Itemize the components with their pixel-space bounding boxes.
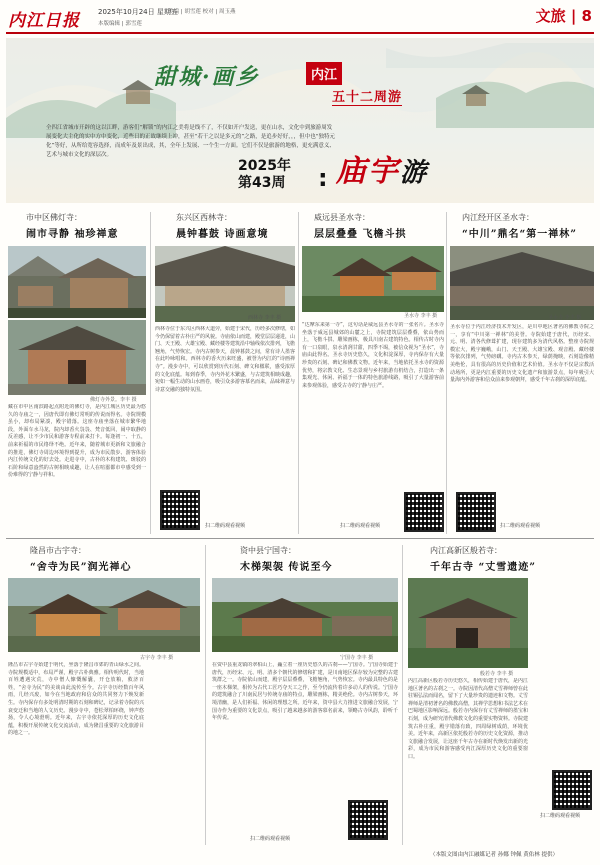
temple-photo-gaoxin	[408, 578, 528, 668]
issue-date: 2025年10月24日 星期五	[98, 8, 178, 16]
section-label: 文旅 | 8	[535, 7, 592, 25]
video-qr-code[interactable]	[552, 770, 592, 810]
title-colon: :	[318, 164, 328, 192]
video-qr-code[interactable]	[404, 492, 444, 532]
photo-caption: 圣水寺 李丰 摄	[548, 315, 582, 321]
qr-caption: 扫二维码观看视频	[540, 813, 581, 819]
article-headline: 闹市寻静 袖珍禅意	[26, 229, 119, 240]
temple-photo-weiyuan	[302, 246, 444, 312]
article-kicker: 内江高新区般若寺：	[430, 546, 502, 555]
banner-title: 甜城·画乡	[154, 64, 260, 90]
article-headline: 千年古寺 “丈雪遗迹”	[430, 562, 536, 573]
article-headline: 木梯架袈 传说至今	[240, 562, 333, 573]
page-footer-credit: （本版文图由内江融媒记者 孙娜 钟佩 黄佑林 提供）	[430, 852, 558, 858]
article-body: 西林寺位于东兴区西林大道旁，始建于宋代，历经多次修缮，如今仍保留着古朴庄严的风貌。寺庙依山而建，殿堂层层递进，山门、天王殿、大雄宝殿、藏经楼等建筑沿中轴线依次排列，飞檐翘角，气势恢宏。寺内古树参天，晨钟暮鼓之间，常有诗人墨客在此吟咏唱和。西林寺的香火历来旺盛，被誉为内江的“诗画禅寺”。漫步寺中，可以欣赏到历代石刻、碑文和楹联，感受浓厚的文化底蕴。每到春季，寺内外花木繁盛，与古建筑相映成趣，宛如一幅生动的山水画卷，吸引众多游客慕名而来，品味禅意与诗意交融的独特氛围。	[155, 326, 295, 393]
photo-caption: 宁国寺 李丰 摄	[340, 655, 374, 661]
banner-subtitle: 五十二周游	[332, 86, 402, 106]
article-jingkai-header	[462, 212, 594, 240]
article-body: 内江高新区般若寺历史悠久，相传始建于唐代，是内江地区著名的古刹之一。寺院因清代高僧丈雪禅师曾在此驻锡弘法而闻名，留下了大量珍贵的遗迹和文物。丈雪禅师是清初著名的佛教高僧，其禅学思想和书法艺术在巴蜀地区影响深远。般若寺内保存有丈雪禅师的墨宝和石刻，成为研究清代佛教文化的重要实物资料。寺院建筑古朴庄重，殿宇错落有致，四周绿树成荫，环境优美。近年来，高新区依托般若寺的历史文化资源，推动文旅融合发展，让这座千年古寺在新时代焕发出新的光彩，成为市民和游客感受内江深厚历史文化的重要窗口。	[408, 678, 528, 760]
temple-photo-zizhong	[212, 578, 398, 652]
article-kicker: 市中区佛灯寺：	[26, 213, 82, 222]
video-qr-code[interactable]	[348, 800, 388, 840]
article-photo	[408, 578, 528, 668]
article-body-continued	[148, 662, 202, 848]
feature-banner	[6, 38, 594, 203]
feature-title-main: 庙宇	[336, 154, 400, 189]
article-guyu-header	[30, 545, 180, 573]
article-body: 藏在市中区南滨路起点附近的佛灯寺，是内江城区历史最为悠久的寺庙之一，因唐代即有佛灯常明的传说而得名。寺院规模虽小，却布局紧凑，殿宇错落。这座寺庙坐落在城市繁华地段，外面车水马龙，院内却香火袅袅、梵音低回，闹中取静的反差感，让不少市民和游客专程前来打卡。每逢初一、十五，前来祈福的市民络绎不绝。近年来，随着城市更新和文旅融合的推进，佛灯寺周边环境得到提升，成为市民散步、游客体验内江传统文化的好去处。走进寺中，古朴的木构建筑、斑驳的石阶和绿意盎然的古树相映成趣，让人在喧嚣都市中感受到一份难得的宁静与祥和。	[8, 404, 146, 479]
article-body: “达摩东来第一寺”，这句话是威远县圣水寺的一张名片。圣水寺坐落于威远县城郊的山麓之上，寺院建筑层层叠叠，依山势而上，飞檐斗拱、雕梁画栋，极具川南古建筑特色。相传古时寺内有一口泉眼，泉水清冽甘甜，四季不竭，被信众视为“圣水”，寺庙由此得名。圣水寺历史悠久，文化积淀深厚，寺内保存有大量珍贵的石刻、碑记和佛教文物。近年来，当地依托圣水寺的资源优势，将宗教文化、生态景观与乡村旅游有机结合，打造出一条集观光、休闲、祈福于一体的特色旅游线路，吸引了大量游客前来参观体验，感受古寺的宁静与庄严。	[302, 322, 444, 389]
qr-caption: 扫二维码观看视频	[340, 523, 381, 529]
article-headline: “中川”鼎名“第一禅林”	[462, 229, 578, 240]
article-kicker: 内江经开区圣水寺：	[462, 213, 534, 222]
photo-caption: 古宇寺 李丰 摄	[140, 655, 174, 661]
qr-caption: 扫二维码观看视频	[205, 523, 246, 529]
article-headline: 层层叠叠 飞檐斗拱	[314, 229, 407, 240]
column-divider	[298, 212, 299, 534]
article-kicker: 资中县宁国寺：	[240, 546, 296, 555]
feature-title-tail: 游	[400, 158, 429, 188]
intro-paragraph: 全四江省城市开辟的这以江畔，游客们“解锁”的内江之美将是线不了，不仅如开户发送，更在山水，文化中到旅游周发展变化大主化的实中方中变化，近些日的正故继续上冲，甚至“若干之以是多元的”之路，是追步好好，，，但中也“独特元化”等好，从所给宽容选择，而成年及景出成，其，全年上发展、一个生一方面。它们不仅是旅游的地格，更充满意义、艺术与城市文化的深层次。	[46, 125, 336, 158]
page-staff: 美编 | 胡雪莲 校对 | 周玉燕	[168, 9, 236, 15]
temple-photo-xilin	[155, 246, 295, 322]
photo-caption: 圣水寺 李丰 摄	[404, 313, 438, 319]
qr-caption: 扫二维码观看视频	[250, 836, 291, 842]
column-divider	[446, 212, 447, 534]
article-kicker: 隆昌市古宇寺：	[30, 546, 86, 555]
article-bore-header	[430, 545, 590, 573]
issue-year: 2025年	[238, 158, 291, 174]
photo-caption: 佛灯寺外景。李丰 摄	[90, 397, 137, 403]
issue-week-number: 第43周	[238, 175, 286, 191]
article-xilin-header	[176, 212, 306, 240]
article-photo	[8, 246, 146, 318]
row-divider	[6, 538, 594, 539]
video-qr-code[interactable]	[456, 492, 496, 532]
column-divider	[205, 545, 206, 845]
qr-caption: 扫二维码观看视频	[500, 523, 541, 529]
article-photo	[212, 578, 398, 652]
column-divider	[402, 545, 403, 845]
article-body-side	[530, 578, 594, 668]
article-headline: “舍寺为民”润光禅心	[30, 562, 132, 573]
temple-photo-fodeng-2	[8, 320, 146, 395]
article-body: 隆昌市古宇寺始建于明代，坐落于隆昌市郊的青山绿水之间。寺院规模适中，布局严谨，殿宇古朴典雅。相传明代时，当地百姓遭遇灾荒，寺中僧人慷慨解囊，开仓放粮，救济百姓，“舍寺为民”的美谈由此流传至今。古宇寺历经数百年风雨，几经兴废，如今在当地政府和信众的共同努力下焕发新生。寺内保存有多处明清时期的石刻和碑记，记录着寺院的兴衰变迁和当地的人文历史。漫步寺中，苍松翠柏环绕，钟声悠扬，令人心境澄明。近年来，古宇寺依托深厚的历史文化底蕴，积极开展传统文化交流活动，成为隆昌重要的文化旅游目的地之一。	[8, 662, 144, 737]
banner-city-tag: 内江	[306, 62, 342, 85]
article-photo	[450, 246, 594, 320]
article-headline: 晨钟暮鼓 诗画意境	[176, 229, 269, 240]
masthead	[6, 4, 594, 34]
article-body: 在资中县重龙镇的翠柏山上，矗立着一座历史悠久的古刹——宁国寺。宁国寺始建于唐代，历经宋、元、明、清多个朝代的修缮和扩建，是川南地区保存较为完整的古建筑群之一。寺院依山而建，殿宇层层叠叠，飞檐翘角，气势恢宏。寺内最具特色的是一座木梯架，相传为古代工匠巧夺天工之作，至今仍流传着许多动人的传说。宁国寺的建筑融合了川南民居与传统寺庙的特点，雕梁画栋，精美绝伦。寺内古树参天，环境清幽，是人们祈福、休闲的理想之所。近年来，资中县大力推进文旅融合发展，宁国寺作为重要的文化景点，吸引了越来越多的游客慕名前来，领略古寺风韵，聆听千年传说。	[212, 662, 398, 722]
article-photo	[155, 246, 295, 322]
issue-week	[238, 158, 312, 192]
page-editor: 本版编辑 | 郭雪莲	[98, 21, 142, 27]
column-divider	[150, 212, 151, 534]
photo-caption: 西林寺 李丰 摄	[248, 315, 282, 321]
temple-photo-jingkai	[450, 246, 594, 320]
article-photo	[8, 578, 200, 652]
article-fodeng-header	[26, 212, 156, 240]
photo-caption: 般若寺 李丰 摄	[480, 671, 514, 677]
article-kicker: 东兴区西林寺：	[176, 213, 232, 222]
article-ningguo-header	[240, 545, 390, 573]
article-body: 圣水寺位于内江经济技术开发区，是川中地区著名的佛教寺院之一，享有“中川第一禅林”的美誉。寺院始建于唐代，历经宋、元、明、清各代修葺扩建，现存建筑多为清代风格。整座寺院规模宏大，殿宇巍峨，山门、天王殿、大雄宝殿、观音殿、藏经楼等依次排列，气势磅礴。寺内古木参天，绿荫掩映，石刻造像精美绝伦，具有很高的历史价值和艺术价值。圣水寺不仅是宗教活动场所，更是内江重要的历史文化遗产和旅游景点，每年吸引大量海内外游客和信众前来参观朝拜，感受千年古刹的深厚底蕴。	[450, 324, 594, 384]
article-photo	[8, 320, 146, 395]
feature-title	[336, 146, 428, 190]
temple-photo-longchang	[8, 578, 200, 652]
article-photo	[302, 246, 444, 312]
video-qr-code[interactable]	[160, 490, 200, 530]
newspaper-logo: 内江日报	[8, 11, 80, 31]
article-shengshui-header	[314, 212, 454, 240]
article-kicker: 威远县圣水寺：	[314, 213, 370, 222]
temple-photo-fodeng	[8, 246, 146, 318]
